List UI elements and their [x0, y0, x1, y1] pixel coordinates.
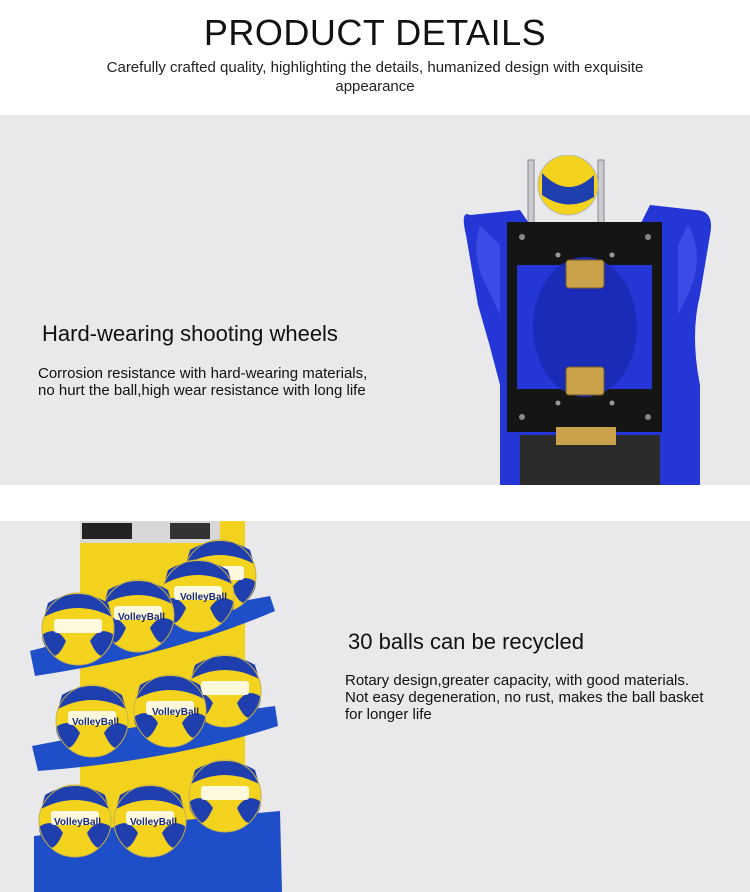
description-line: for longer life [345, 706, 432, 723]
feature-shooting-wheels [0, 115, 750, 485]
ball-brand-label: VolleyBall [72, 717, 120, 728]
ball-brand-label: VolleyBall [152, 707, 200, 718]
page-header [0, 0, 750, 115]
description-line: Not easy degeneration, no rust, makes the ball basket [345, 689, 704, 706]
ball-basket-image [20, 521, 320, 892]
feature-title: 30 balls can be recycled [348, 629, 585, 654]
ball-brand-label: VolleyBall [130, 817, 178, 828]
feature-ball-capacity [0, 521, 750, 892]
description-line: Corrosion resistance with hard-wearing materials, [38, 365, 368, 382]
description-line: Rotary design,greater capacity, with good materials. [345, 672, 690, 689]
feature-title: Hard-wearing shooting wheels [42, 321, 338, 346]
feature-description [38, 365, 367, 399]
page-title: PRODUCT DETAILS [203, 12, 547, 53]
shooting-wheels-image [460, 155, 720, 485]
ball-brand-label: VolleyBall [54, 817, 102, 828]
feature-description [345, 672, 704, 723]
section-divider [0, 485, 750, 521]
ball-brand-label: VolleyBall [180, 592, 228, 603]
page-subtitle: Carefully crafted quality, highlighting the details, humanized design with exquisite appearance [106, 59, 644, 95]
ball-brand-label: VolleyBall [118, 612, 166, 623]
description-line: no hurt the ball,high wear resistance with long life [38, 382, 366, 399]
